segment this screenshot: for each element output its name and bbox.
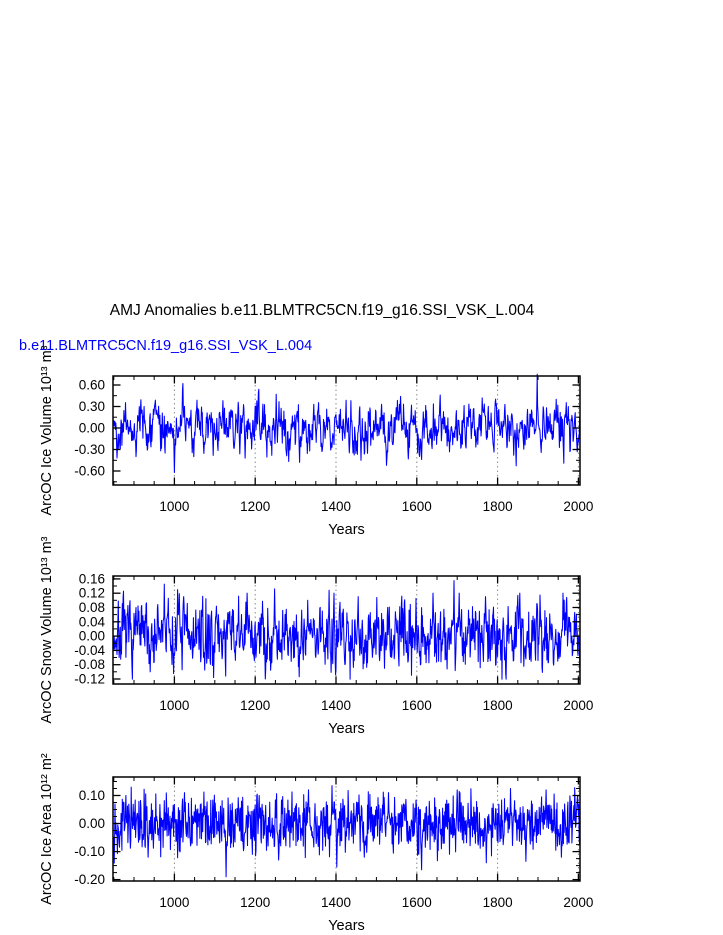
- x-tick-label: 2000: [563, 499, 594, 514]
- x-tick-label: 2000: [563, 895, 594, 910]
- x-tick-label: 2000: [563, 698, 594, 713]
- x-tick-label: 1000: [159, 895, 190, 910]
- y-tick-label: -0.10: [74, 844, 105, 860]
- x-tick-label: 1000: [159, 698, 190, 713]
- series-line-ice-volume: [114, 374, 580, 472]
- y-axis-title: ArcOC Snow Volume 10¹³ m³: [39, 536, 55, 724]
- y-tick-label: -0.12: [74, 671, 105, 687]
- x-tick-label: 1400: [320, 895, 352, 910]
- y-tick-label: 0.10: [78, 788, 105, 803]
- y-tick-label: -0.20: [74, 872, 105, 888]
- x-tick-label: 1800: [482, 895, 513, 910]
- series-line-ice-area: [114, 786, 580, 877]
- plot-title: AMJ Anomalies b.e11.BLMTRC5CN.f19_g16.SSI_VSK_L.004: [109, 302, 535, 319]
- y-tick-label: 0.60: [78, 377, 105, 393]
- x-tick-label: 1600: [401, 499, 432, 514]
- x-tick-label: 1400: [320, 499, 352, 514]
- x-axis-title: Years: [328, 918, 365, 934]
- x-tick-label: 1600: [401, 895, 432, 910]
- x-tick-label: 1200: [240, 698, 271, 713]
- x-tick-label: 1800: [482, 499, 513, 514]
- series-legend-label: b.e11.BLMTRC5CN.f19_g16.SSI_VSK_L.004: [19, 338, 313, 354]
- y-axis-title: ArcOC Ice Volume 10¹³ m³: [39, 345, 55, 516]
- y-tick-label: -0.08: [74, 657, 105, 673]
- y-tick-label: -0.30: [74, 442, 105, 457]
- y-tick-label: 0.30: [78, 399, 105, 414]
- y-tick-label: 0.00: [78, 816, 105, 831]
- y-tick-label: 0.08: [78, 600, 105, 615]
- y-tick-label: 0.16: [78, 571, 105, 587]
- x-axis-title: Years: [328, 721, 365, 737]
- x-tick-label: 1200: [240, 499, 271, 514]
- y-tick-label: -0.60: [74, 463, 105, 479]
- x-tick-label: 1000: [159, 499, 190, 514]
- x-tick-label: 1200: [240, 895, 271, 910]
- x-tick-label: 1400: [320, 698, 352, 713]
- y-tick-label: 0.04: [78, 614, 105, 630]
- x-axis-title: Years: [328, 522, 365, 538]
- x-tick-label: 1800: [482, 698, 513, 713]
- series-line-snow-volume: [114, 581, 580, 680]
- y-tick-label: 0.12: [78, 585, 105, 601]
- y-axis-title: ArcOC Ice Area 10¹² m²: [39, 753, 55, 905]
- y-tick-label: -0.04: [74, 642, 105, 658]
- y-tick-label: 0.00: [78, 628, 105, 644]
- y-tick-label: 0.00: [78, 420, 105, 436]
- x-tick-label: 1600: [401, 698, 432, 713]
